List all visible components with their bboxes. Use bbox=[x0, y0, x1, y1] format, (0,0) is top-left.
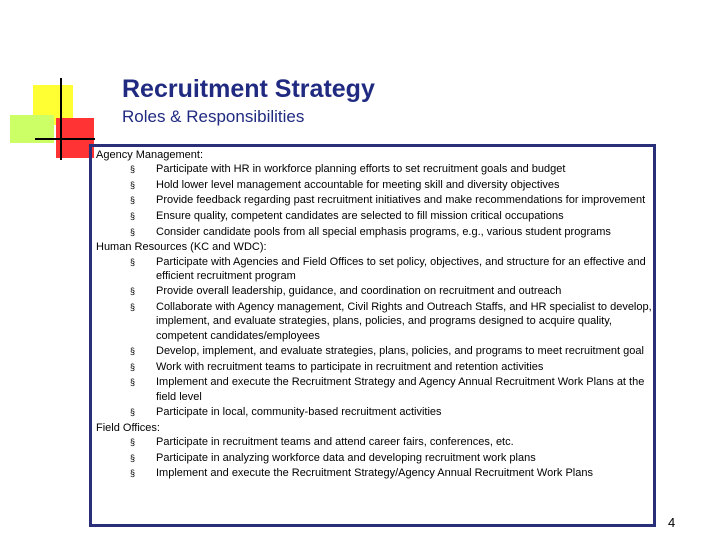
list-item-text: Participate with Agencies and Field Offices to set policy, objectives, and structure for an effective and efficient recruitment program bbox=[156, 255, 646, 282]
bullet-list bbox=[96, 255, 656, 420]
slide-subtitle: Roles & Responsibilities bbox=[122, 107, 305, 126]
bullet-icon: § bbox=[130, 256, 136, 267]
list-item-text: Work with recruitment teams to participate in recruitment and retention activities bbox=[156, 360, 544, 373]
bullet-icon: § bbox=[130, 377, 136, 388]
list-item-text: Participate in recruitment teams and attend career fairs, conferences, etc. bbox=[156, 436, 514, 449]
section-human-resources bbox=[96, 240, 656, 419]
decor-vertical-line bbox=[60, 78, 62, 160]
list-item-text: Provide overall leadership, guidance, and coordination on recruitment and outreach bbox=[156, 285, 562, 298]
bullet-icon: § bbox=[130, 407, 136, 418]
list-item-text: Participate in local, community-based recruitment activities bbox=[156, 406, 442, 419]
bullet-icon: § bbox=[130, 437, 136, 448]
list-item bbox=[96, 466, 656, 480]
list-item bbox=[96, 178, 656, 192]
list-item bbox=[96, 162, 656, 176]
bullet-icon: § bbox=[130, 211, 136, 222]
list-item-text: Participate with HR in workforce planning efforts to set recruitment goals and budget bbox=[156, 163, 566, 176]
content-area bbox=[96, 148, 656, 482]
list-item bbox=[96, 225, 656, 239]
section-heading: Human Resources (KC and WDC): bbox=[96, 241, 267, 254]
decor-horizontal-line bbox=[35, 138, 95, 140]
bullet-icon: § bbox=[130, 468, 136, 479]
bullet-icon: § bbox=[130, 346, 136, 357]
bullet-list bbox=[96, 162, 656, 239]
slide-title: Recruitment Strategy bbox=[122, 75, 375, 103]
list-item bbox=[96, 284, 656, 298]
list-item-text: Participate in analyzing workforce data and developing recruitment work plans bbox=[156, 451, 536, 464]
bullet-icon: § bbox=[130, 452, 136, 463]
list-item bbox=[96, 435, 656, 449]
section-heading: Agency Management: bbox=[96, 149, 204, 161]
list-item-text: Implement and execute the Recruitment Strategy/Agency Annual Recruitment Work Plans bbox=[156, 467, 593, 480]
list-item bbox=[96, 375, 656, 404]
list-item bbox=[96, 360, 656, 374]
list-item bbox=[96, 344, 656, 358]
list-item bbox=[96, 193, 656, 207]
list-item bbox=[96, 451, 656, 465]
list-item bbox=[96, 300, 656, 343]
section-field-offices bbox=[96, 421, 656, 481]
list-item-text: Consider candidate pools from all special emphasis programs, e.g., various student programs bbox=[156, 225, 611, 238]
list-item bbox=[96, 405, 656, 419]
list-item bbox=[96, 255, 656, 284]
bullet-icon: § bbox=[130, 164, 136, 175]
list-item-text: Provide feedback regarding past recruitment initiatives and make recommendations for improvement bbox=[156, 194, 646, 207]
list-item-text: Ensure quality, competent candidates are selected to fill mission critical occupations bbox=[156, 210, 564, 223]
bullet-icon: § bbox=[130, 302, 136, 313]
list-item-text: Develop, implement, and evaluate strategies, plans, policies, and programs to meet recruitment goal bbox=[156, 345, 644, 358]
list-item-text: Implement and execute the Recruitment Strategy and Agency Annual Recruitment Work Plans at the field level bbox=[156, 376, 645, 403]
list-item-text: Collaborate with Agency management, Civil Rights and Outreach Staffs, and HR specialist to develop, implement, and evaluate strategies, plans, policies, and programs designed to acquire quality, competent candidates/employees bbox=[156, 301, 652, 342]
section-agency-management bbox=[96, 148, 656, 239]
bullet-icon: § bbox=[130, 286, 136, 297]
bullet-icon: § bbox=[130, 361, 136, 372]
bullet-icon: § bbox=[130, 226, 136, 237]
bullet-icon: § bbox=[130, 195, 136, 206]
list-item bbox=[96, 209, 656, 223]
page-number: 4 bbox=[668, 515, 676, 530]
section-heading: Field Offices: bbox=[96, 421, 160, 434]
list-item-text: Hold lower level management accountable for meeting skill and diversity objectives bbox=[156, 178, 560, 191]
bullet-icon: § bbox=[130, 179, 136, 190]
bullet-list bbox=[96, 435, 656, 480]
